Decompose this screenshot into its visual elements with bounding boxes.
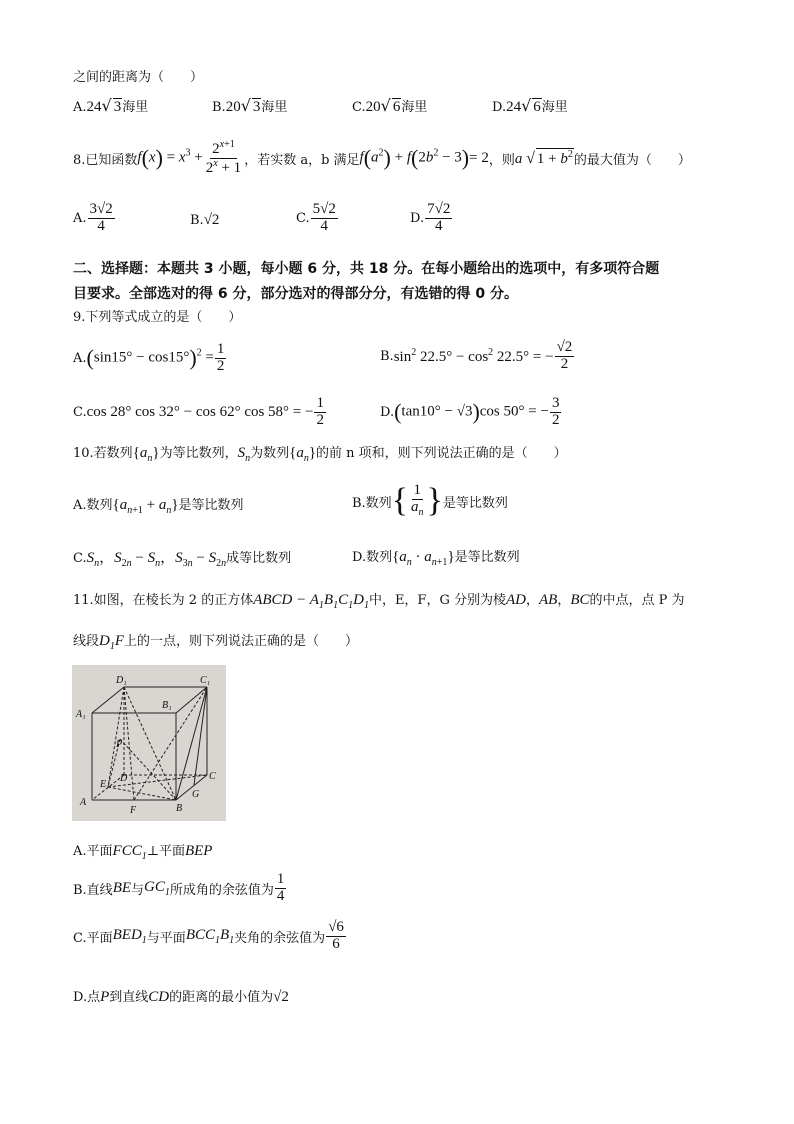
cube-figure xyxy=(72,665,226,821)
q11-stem-line2: 线段$D_1F$上的一点，则下列说法正确的是（ ） xyxy=(73,633,359,652)
label-C1: C₁ xyxy=(200,675,211,686)
q11-option-c: C.平面 $BED_1$ 与平面 $BCC_1B_1$ 夹角的余弦值为 $\frac{√6}{6}$ xyxy=(73,919,344,952)
q8-option-d: D. $\frac{7√2}{4}$ xyxy=(410,201,451,234)
q11-option-a: A.平面$FCC_1\perp$平面BEP xyxy=(73,843,213,862)
q10-option-b: B.数列 { $\frac{1}{a_n}$ } 是等比数列 xyxy=(352,482,508,519)
q10-option-c: $C.S_n$，$S_{2n} - S_n$，$S_{3n} - S_{2n}$成等比数列 xyxy=(73,550,292,569)
label-B: B xyxy=(176,803,183,814)
q8-option-a: A. $\frac{3√2}{4}$ xyxy=(73,201,113,234)
q11-stem-line1: 11.如图，在棱长为 2 的正方体ABCD − $A_1B_1C_1D_1$中，E，F，G 分别为棱AD，AB，BC的中点，点 P 为 xyxy=(73,592,685,611)
cube-diagram xyxy=(72,665,226,821)
q11-option-d: D.点P到直线CD的距离的最小值为√2 xyxy=(73,989,289,1005)
q7-option-d: D.24√ 6海里 xyxy=(492,96,568,115)
section-heading-line2: 目要求。全部选对的得 6 分，部分选对的得部分分，有选错的得 0 分。 xyxy=(73,286,518,302)
q7-option-c: C.20√ 6海里 xyxy=(352,96,428,115)
label-C: C xyxy=(209,771,216,782)
q10-option-a: A.数列$\{a_{n+1} + a_n\}$是等比数列 xyxy=(73,497,244,516)
q9-option-d: D. (tan10° − √3)cos 50° = − $\frac{3}{2}$ xyxy=(380,395,560,428)
label-E: E xyxy=(100,779,107,790)
q10-stem: 10.若数列$\{a_n\}$为等比数列，$S_n$为数列$\{a_n\}$的前 n 项和，则下列说法正确的是（ ） xyxy=(73,445,567,464)
label-A: A xyxy=(80,797,87,808)
q9-option-a: A. $(\sin 15^\circ - \cos 15^\circ)^2$ = $\frac{1}{2}$ xyxy=(73,341,225,374)
q8-stem: 8.已知函数 $f(x) = x^3$ + $\frac{2^{x+1}}{2^x + 1}$ ，若实数 a，b 满足 $f(a^2) + f(2b^2 - 3)$ = 2 ，则 a √ $1 + b^2$ 的最大值为（ ） xyxy=(73,139,691,176)
q10-option-d: D.数列$\{a_n \cdot a_{n+1}\}$是等比数列 xyxy=(352,549,520,568)
label-D: D xyxy=(120,773,128,784)
label-G: G xyxy=(192,789,200,800)
continuation-text: 之间的距离为（ ） xyxy=(73,70,204,85)
label-B1: B₁ xyxy=(162,700,172,711)
q11-option-b: B.直线 BE 与 $GC_1$ 所成角的余弦值为 $\frac{1}{4}$ xyxy=(73,871,285,904)
q8-option-c: C. $\frac{5√2}{4}$ xyxy=(296,201,336,234)
q7-option-a: A.24√ 3海里 xyxy=(73,96,149,115)
label-P: P xyxy=(116,739,123,750)
q9-stem: 9.下列等式成立的是（ ） xyxy=(73,310,242,325)
q9-option-c: C. cos 28° cos 32° − cos 62° cos 58° = − $\frac{1}{2}$ xyxy=(73,395,324,428)
section-heading-line1: 二、选择题：本题共 3 小题，每小题 6 分，共 18 分。在每小题给出的选项中，有多项符合题 xyxy=(73,261,660,277)
label-F: F xyxy=(130,805,137,816)
label-D1: D₁ xyxy=(116,675,127,686)
q8-option-b: B.√2 xyxy=(190,212,220,228)
q7-option-b: B.20√ 3海里 xyxy=(212,96,288,115)
label-A1: A₁ xyxy=(76,709,86,720)
q9-option-b: B. $\sin^2 22.5^\circ - \cos^2 22.5^\circ$ = − $\frac{√2}{2}$ xyxy=(380,339,573,372)
